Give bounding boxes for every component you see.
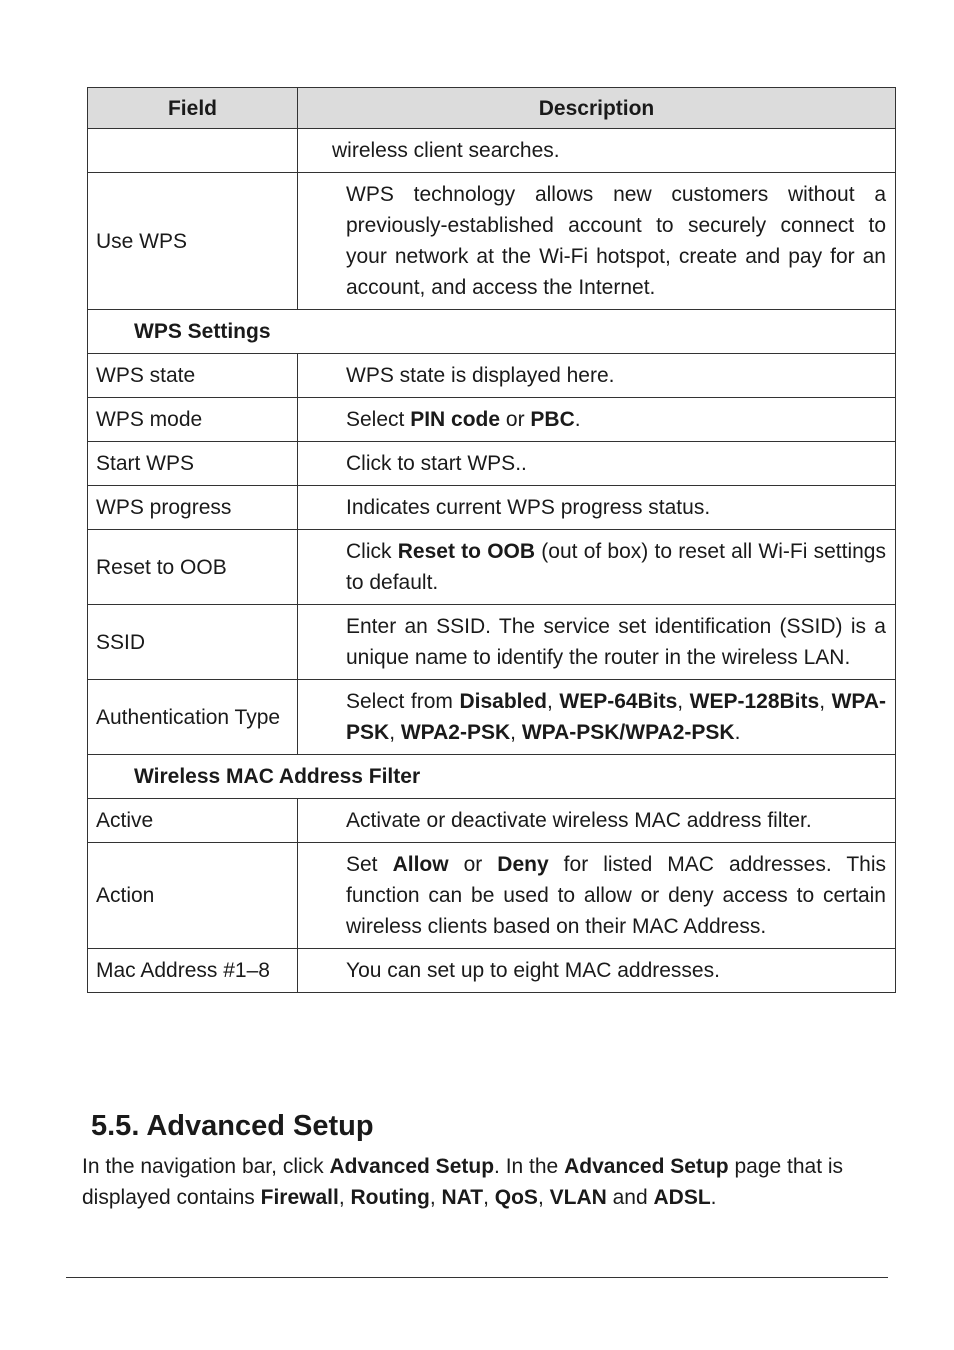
bold-term: NAT — [441, 1186, 484, 1209]
field-cell: WPS progress — [88, 486, 298, 530]
bold-term: WPA-PSK/WPA2-PSK — [521, 721, 735, 744]
bold-term: WEP-64Bits — [559, 690, 678, 713]
text-span: , — [483, 1186, 495, 1209]
table-row — [88, 799, 896, 843]
bold-term: Advanced Setup — [564, 1155, 729, 1178]
bold-term: WPA-PSK — [346, 690, 887, 744]
text-span: or — [500, 408, 531, 431]
table-row — [88, 949, 896, 993]
text-span: , — [819, 690, 832, 713]
description-cell: Indicates current WPS progress status. — [298, 486, 896, 530]
description-cell — [298, 680, 896, 755]
table-row — [88, 173, 896, 310]
field-cell: Mac Address #1–8 — [88, 949, 298, 993]
bold-term: PBC — [530, 408, 575, 431]
bold-term: WPA2-PSK — [400, 721, 511, 744]
text-span: . — [710, 1186, 717, 1209]
table-row — [88, 354, 896, 398]
field-cell: WPS mode — [88, 398, 298, 442]
description-cell: WPS technology allows new customers without a previously-established account to securely connect to your network at the Wi-Fi hotspot, create and pay for an account, and access the Internet. — [298, 173, 896, 310]
text-span: . — [574, 408, 581, 431]
bold-term: QoS — [494, 1186, 538, 1209]
text-span: , — [338, 1186, 351, 1209]
text-span: (out of box) to reset all Wi-Fi settings to default. — [346, 540, 886, 594]
text-span: , — [510, 721, 522, 744]
bold-term: Firewall — [260, 1186, 339, 1209]
field-cell: Start WPS — [88, 442, 298, 486]
bold-term: ADSL — [653, 1186, 711, 1209]
text-span: Select from — [346, 690, 460, 713]
description-cell — [298, 843, 896, 949]
description-cell: wireless client searches. — [298, 129, 896, 173]
bold-term: Allow — [392, 853, 449, 876]
bold-term: Advanced Setup — [329, 1155, 495, 1178]
text-span: and — [606, 1186, 654, 1209]
text-span: for listed MAC addresses. This function can be used to allow or deny access to certain wireless clients based on their MAC Address. — [346, 853, 887, 938]
section-title-wps-settings: WPS Settings — [88, 310, 896, 354]
table-row — [88, 605, 896, 680]
text-span: Select — [346, 408, 411, 431]
description-cell — [298, 530, 896, 605]
table-row — [88, 680, 896, 755]
table-row — [88, 843, 896, 949]
text-span: , — [389, 721, 401, 744]
text-span: , — [547, 690, 560, 713]
table-row — [88, 398, 896, 442]
field-cell: Reset to OOB — [88, 530, 298, 605]
section-row — [88, 310, 896, 354]
bold-term: PIN code — [410, 408, 501, 431]
table-row — [88, 129, 896, 173]
field-cell: Authentication Type — [88, 680, 298, 755]
description-cell: Click to start WPS.. — [298, 442, 896, 486]
table-row — [88, 486, 896, 530]
field-cell: Action — [88, 843, 298, 949]
header-field: Field — [88, 88, 298, 129]
bold-term: Reset to OOB — [397, 540, 536, 563]
table-row — [88, 442, 896, 486]
bold-term: WEP-128Bits — [689, 690, 820, 713]
field-cell: Use WPS — [88, 173, 298, 310]
field-description-table — [87, 87, 896, 993]
table-header-row — [88, 88, 896, 129]
text-span: Click — [346, 540, 398, 563]
bold-term: Routing — [350, 1186, 430, 1209]
description-cell — [298, 398, 896, 442]
bold-term: VLAN — [549, 1186, 607, 1209]
text-span: or — [448, 853, 498, 876]
description-cell: Enter an SSID. The service set identification (SSID) is a unique name to identify the router in the wireless LAN. — [298, 605, 896, 680]
section-paragraph — [82, 1151, 892, 1213]
section-heading: 5.5. Advanced Setup — [91, 1110, 374, 1142]
text-span: page that is displayed contains — [82, 1155, 844, 1209]
bold-term: Disabled — [459, 690, 547, 713]
field-cell: Active — [88, 799, 298, 843]
footer-divider — [66, 1277, 888, 1278]
section-row — [88, 755, 896, 799]
field-cell: SSID — [88, 605, 298, 680]
description-cell: You can set up to eight MAC addresses. — [298, 949, 896, 993]
text-span: Set — [346, 853, 393, 876]
section-title-mac-filter: Wireless MAC Address Filter — [88, 755, 896, 799]
text-span: , — [537, 1186, 550, 1209]
text-span: . In the — [494, 1155, 565, 1178]
text-span: , — [429, 1186, 442, 1209]
field-cell: WPS state — [88, 354, 298, 398]
text-span: In the navigation bar, click — [82, 1155, 330, 1178]
text-span: . — [734, 721, 741, 744]
field-cell — [88, 129, 298, 173]
description-cell: Activate or deactivate wireless MAC address filter. — [298, 799, 896, 843]
description-cell: WPS state is displayed here. — [298, 354, 896, 398]
bold-term: Deny — [497, 853, 549, 876]
text-span: , — [677, 690, 690, 713]
table-row — [88, 530, 896, 605]
header-description: Description — [298, 88, 896, 129]
